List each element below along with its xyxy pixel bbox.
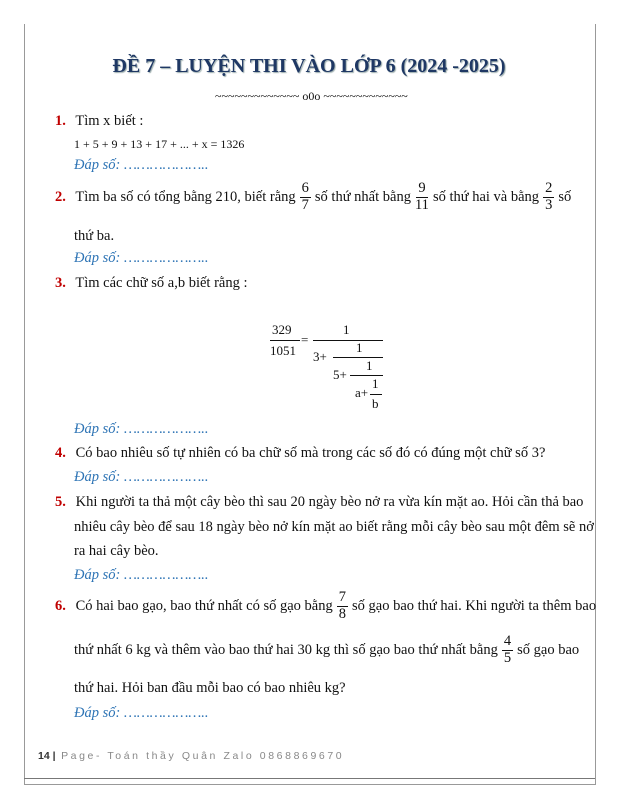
fraction bbox=[337, 590, 348, 623]
text: số gạo bao thứ hai. Khi người ta thêm bao bbox=[352, 597, 597, 614]
denominator: 11 bbox=[414, 196, 429, 213]
fraction bbox=[415, 181, 429, 214]
equation: 1 + 5 + 9 + 13 + 17 + ... + x = 1326 bbox=[74, 137, 245, 151]
question-text: Tìm x biết : bbox=[75, 113, 144, 129]
numerator: 1 bbox=[372, 376, 379, 391]
page-number: 14 | bbox=[38, 750, 56, 762]
numerator: 1 bbox=[366, 358, 373, 373]
footer-divider bbox=[24, 778, 595, 779]
question-5 bbox=[55, 494, 583, 511]
numerator: 4 bbox=[503, 633, 512, 649]
question-text: Có bao nhiêu số tự nhiên có ba chữ số mà trong các số đó có đúng một chữ số 3? bbox=[75, 445, 546, 461]
question-number: 1. bbox=[55, 113, 66, 129]
question-text: thứ ba. bbox=[74, 228, 115, 244]
page-title: ĐỀ 7 – LUYỆN THI VÀO LỚP 6 (2024 -2025) bbox=[112, 55, 506, 77]
answer-line: Đáp số: ……………….. bbox=[74, 421, 209, 437]
question-4 bbox=[55, 445, 545, 462]
question-3 bbox=[55, 275, 248, 292]
question-number: 2. bbox=[55, 188, 66, 205]
text: thứ nhất 6 kg và thêm vào bao thứ hai 30 kg thì số gạo bao thứ nhất bằng bbox=[74, 641, 498, 658]
denominator: 7 bbox=[301, 196, 309, 213]
equals: = bbox=[301, 332, 309, 347]
question-text: Khi người ta thả một cây bèo thì sau 20 ngày bèo nở ra vừa kín mặt ao. Hỏi cần thả bao bbox=[75, 494, 584, 510]
denominator: 5 bbox=[503, 649, 512, 666]
fraction bbox=[502, 634, 513, 667]
page-footer bbox=[38, 750, 344, 762]
question-text: Tìm các chữ số a,b biết rằng : bbox=[75, 275, 248, 291]
question-6 bbox=[55, 590, 596, 623]
question-number: 4. bbox=[55, 445, 66, 461]
text: số thứ hai và bằng bbox=[432, 188, 540, 205]
text: Tìm ba số có tổng bằng 210, biết rằng bbox=[75, 188, 296, 205]
denominator: b bbox=[372, 396, 379, 411]
question-1 bbox=[55, 113, 143, 130]
text: Có hai bao gạo, bao thứ nhất có số gạo bằng bbox=[75, 597, 333, 614]
separator: ~~~~~~~~~~~~~ o0o ~~~~~~~~~~~~~ bbox=[215, 89, 408, 103]
numerator: 9 bbox=[418, 180, 426, 196]
question-text bbox=[74, 634, 579, 667]
denominator: 1051 bbox=[270, 343, 296, 358]
answer-line: Đáp số: ……………….. bbox=[74, 250, 209, 266]
answer-line: Đáp số: ……………….. bbox=[74, 567, 209, 583]
question-2 bbox=[55, 181, 571, 214]
numerator: 2 bbox=[545, 180, 553, 196]
question-text: nhiêu cây bèo để sau 18 ngày bèo nở kín mặt ao biết rằng mỗi cây bèo sau một đêm sẽ nở bbox=[74, 519, 594, 535]
question-number: 5. bbox=[55, 494, 66, 510]
fraction bbox=[543, 181, 554, 214]
fraction bbox=[300, 181, 311, 214]
question-number: 3. bbox=[55, 275, 66, 291]
numerator: 329 bbox=[272, 322, 292, 337]
numerator: 7 bbox=[338, 589, 346, 605]
footer-text: Page- Toán thầy Quân Zalo 0868869670 bbox=[55, 750, 345, 762]
question-text: thứ hai. Hỏi ban đầu mỗi bao có bao nhiêu kg? bbox=[74, 680, 346, 696]
text: số bbox=[558, 188, 572, 205]
numerator: 1 bbox=[356, 340, 363, 355]
answer-line: Đáp số: ……………….. bbox=[74, 469, 209, 485]
question-number: 6. bbox=[55, 597, 66, 614]
term: 5+ bbox=[333, 367, 347, 382]
answer-line: Đáp số: ……………….. bbox=[74, 157, 209, 173]
term: 3+ bbox=[313, 349, 327, 364]
text: số gạo bao bbox=[517, 641, 580, 658]
numerator: 6 bbox=[301, 180, 309, 196]
denominator: 8 bbox=[338, 605, 346, 622]
text: số thứ nhất bằng bbox=[314, 188, 411, 205]
term: a+ bbox=[355, 385, 369, 400]
denominator: 3 bbox=[545, 196, 553, 213]
numerator: 1 bbox=[343, 322, 350, 337]
question-text: ra hai cây bèo. bbox=[74, 543, 159, 559]
answer-line: Đáp số: ……………….. bbox=[74, 705, 209, 721]
